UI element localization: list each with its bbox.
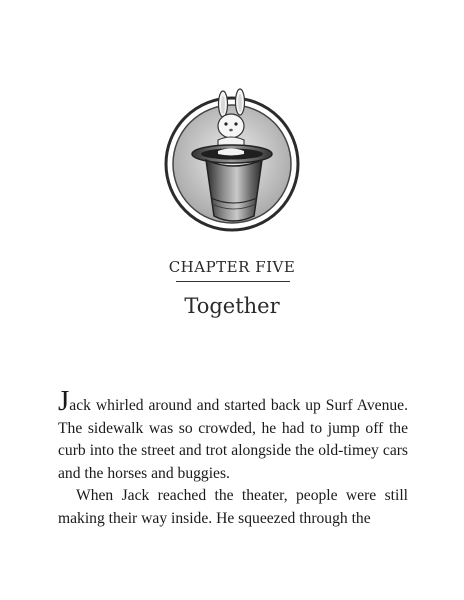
- paragraph: [58, 385, 408, 485]
- paragraph: When Jack reached the theater, people were still making their way inside. He squeezed through the: [58, 487, 408, 527]
- drop-cap: J: [58, 385, 70, 417]
- chapter-label: CHAPTER FIVE: [168, 258, 296, 276]
- paragraph-text: ack whirled around and started back up Surf Avenue. The sidewalk was so crowded, he had to jump off the curb into the street and trot alongside the old-timey cars and the horses and buggies.: [58, 397, 408, 482]
- chapter-title: Together: [184, 294, 280, 318]
- body-text: [58, 385, 408, 530]
- rabbit-in-top-hat-icon: [162, 88, 302, 238]
- chapter-divider: [176, 281, 290, 282]
